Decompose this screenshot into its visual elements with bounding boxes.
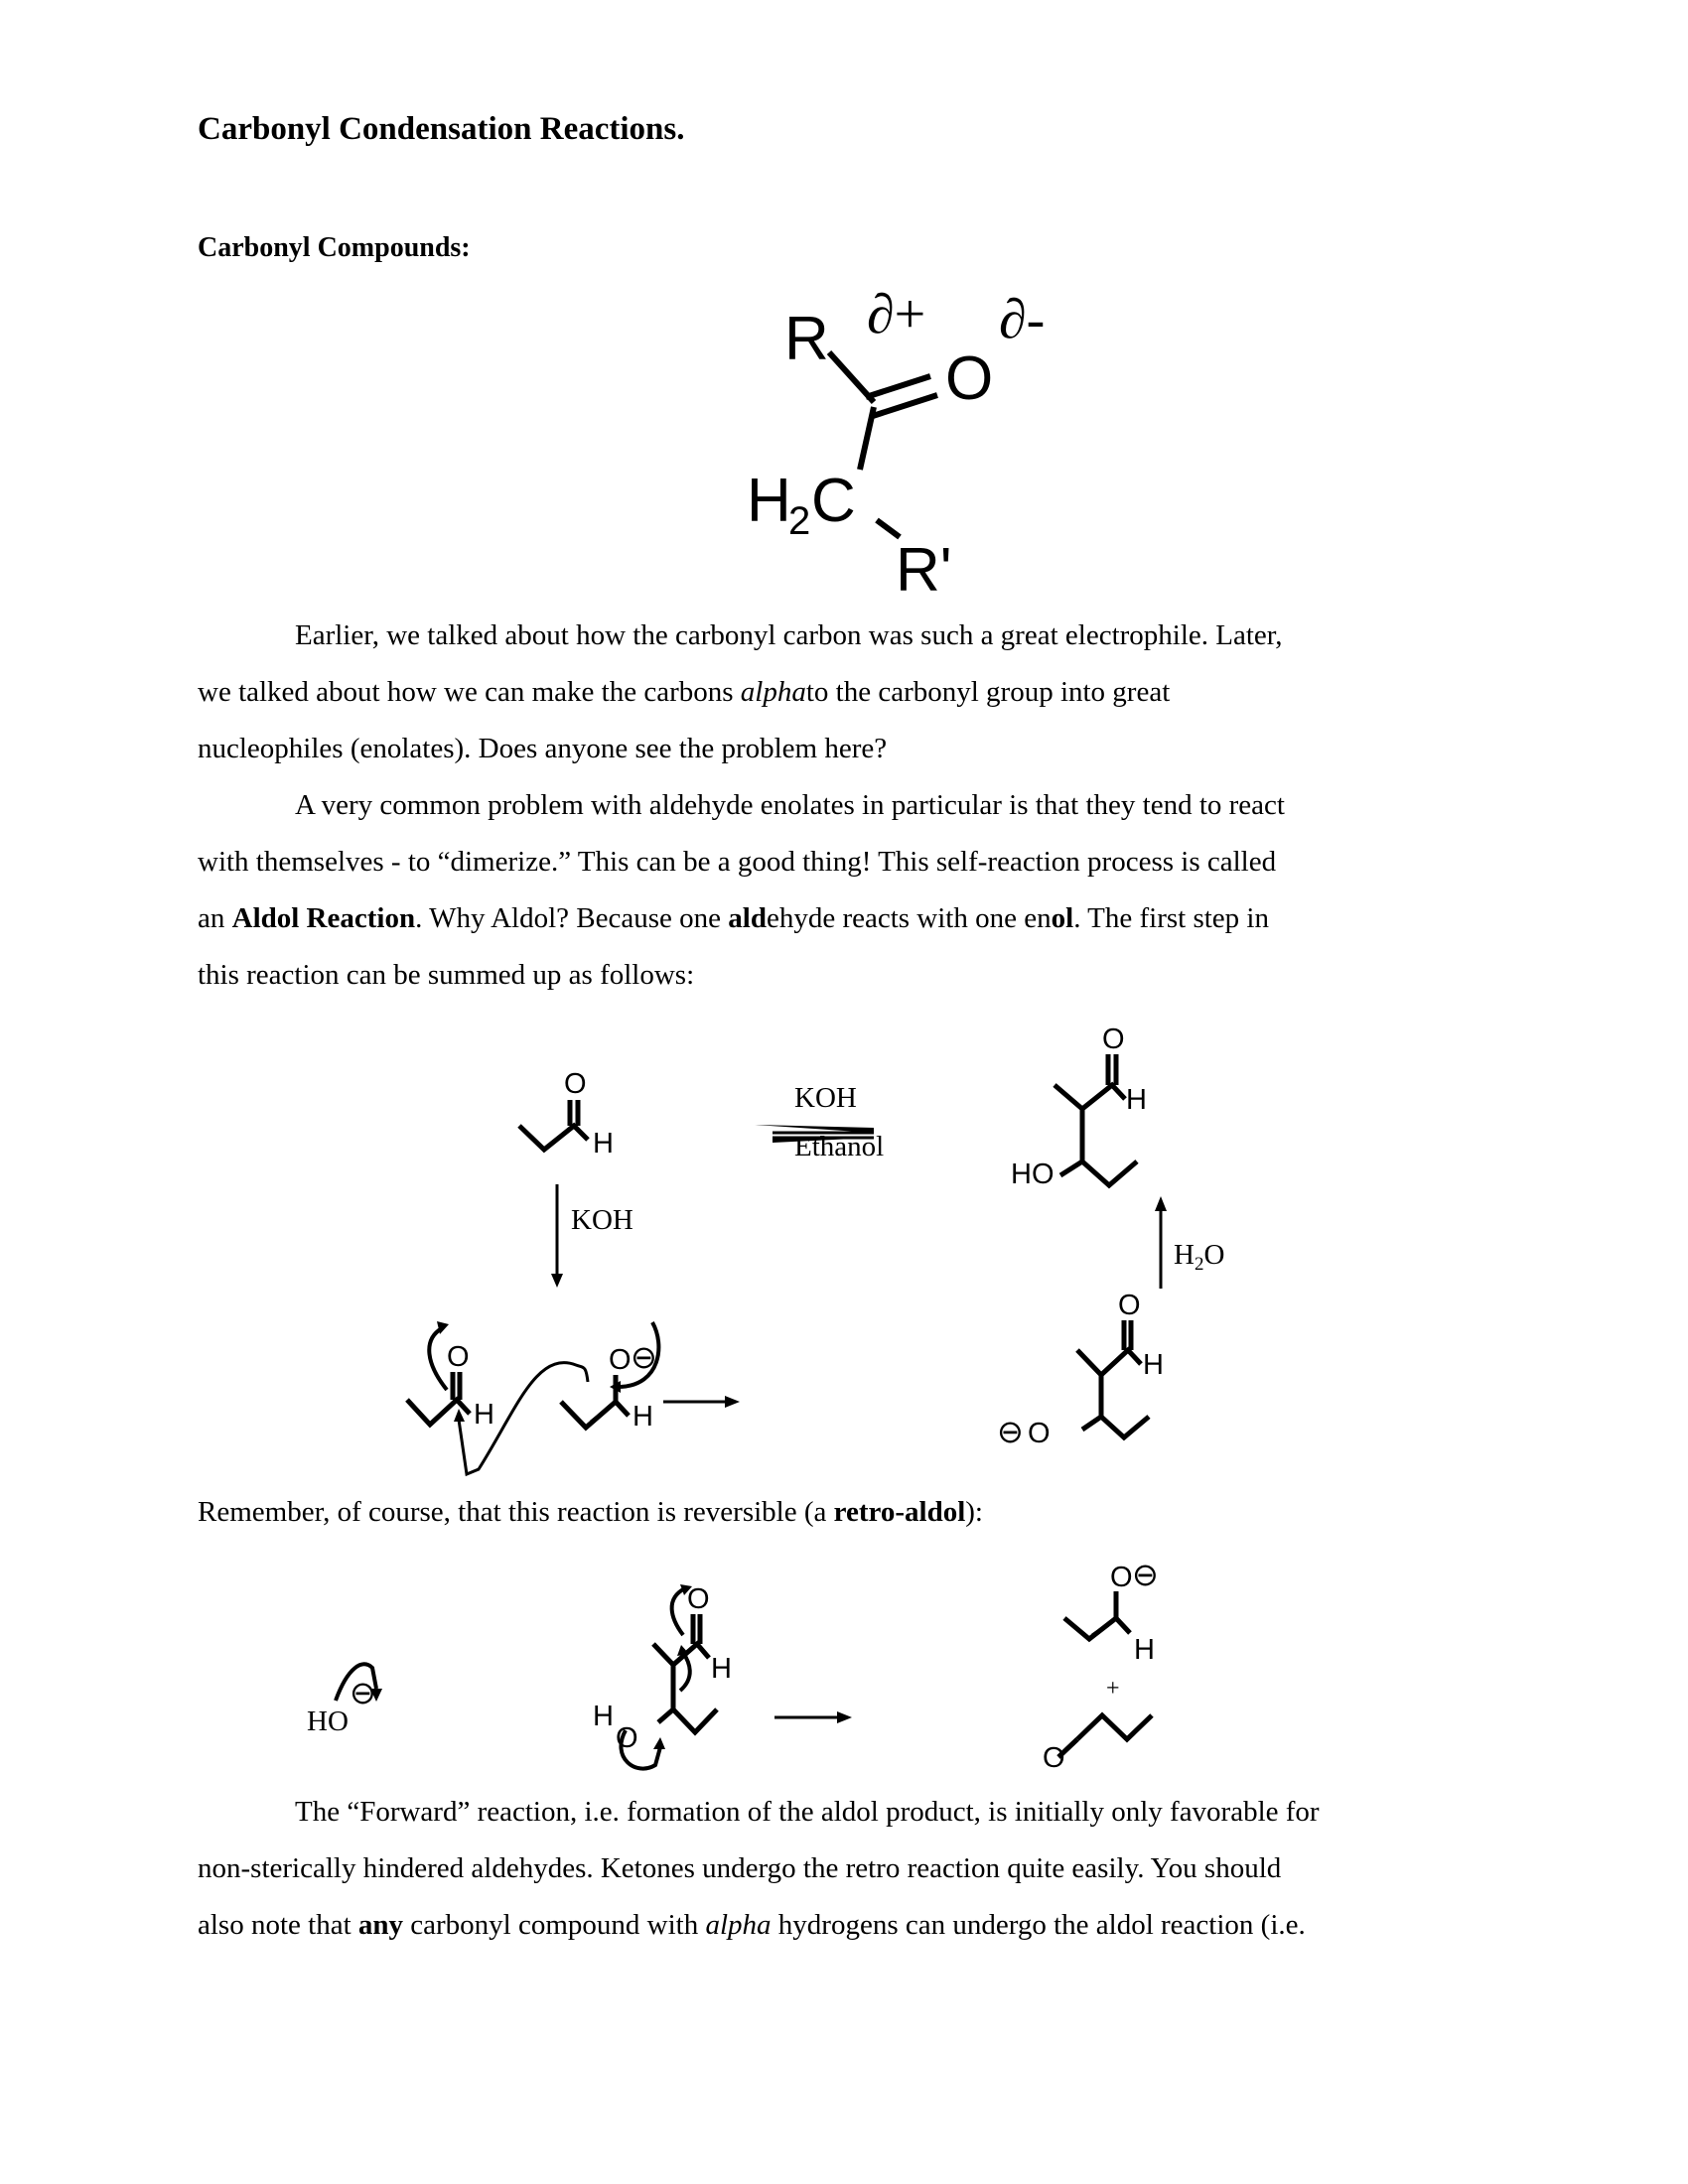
- svg-text:O: O: [1118, 1290, 1141, 1321]
- svg-text:O: O: [447, 1341, 470, 1373]
- paragraph-1-line-3: nucleophiles (enolates). Does anyone see the problem here?: [198, 733, 888, 764]
- svg-text:O: O: [1043, 1742, 1065, 1774]
- reagent-koh-down-label: KOH: [571, 1204, 633, 1236]
- alpha-emphasis: alpha: [740, 676, 806, 708]
- paragraph-4-line-2: non-sterically hindered aldehydes. Ketones undergo the retro reaction quite easily. You should: [198, 1852, 1282, 1884]
- page-title: Carbonyl Condensation Reactions.: [198, 111, 685, 147]
- svg-text:H: H: [711, 1653, 732, 1685]
- svg-text:O: O: [616, 1722, 638, 1754]
- svg-text:H: H: [474, 1399, 494, 1431]
- negative-charge-icon: ⊖: [1132, 1557, 1159, 1592]
- alpha-emphasis: alpha: [705, 1909, 772, 1941]
- negative-charge-icon: ⊖: [997, 1414, 1024, 1449]
- delta-plus-label: ∂+: [867, 284, 926, 345]
- negative-charge-icon: ⊖: [350, 1675, 376, 1710]
- solvent-ethanol-label: Ethanol: [794, 1131, 885, 1162]
- h-label: H: [747, 467, 791, 535]
- paragraph-1-line-1: Earlier, we talked about how the carbonyl carbon was such a great electrophile. Later,: [295, 619, 1283, 651]
- paragraph-1-line-2: we talked about how we can make the carbons alphato the carbonyl group into great: [198, 676, 1171, 708]
- c-label: C: [811, 467, 856, 535]
- paragraph-4-line-1: The “Forward” reaction, i.e. formation of the aldol product, is initially only favorable for: [295, 1796, 1320, 1828]
- hydroxide-label: HO: [307, 1706, 349, 1737]
- r-group-label: R: [784, 305, 829, 373]
- subscript-2: 2: [788, 499, 811, 543]
- svg-text:H: H: [1126, 1084, 1147, 1116]
- plus-sign: +: [1106, 1676, 1120, 1702]
- atom-o: O: [564, 1068, 587, 1100]
- svg-text:H: H: [1134, 1634, 1155, 1666]
- paragraph-2-line-4: this reaction can be summed up as follows:: [198, 959, 695, 991]
- svg-text:O: O: [687, 1583, 710, 1615]
- svg-text:H: H: [1143, 1349, 1164, 1381]
- paragraph-4-line-3: also note that any carbonyl compound with alpha hydrogens can undergo the aldol reaction (i.e.: [198, 1909, 1306, 1941]
- paragraph-2-line-1: A very common problem with aldehyde enolates in particular is that they tend to react: [295, 789, 1285, 821]
- svg-text:O: O: [1028, 1418, 1051, 1449]
- svg-text:H: H: [633, 1401, 653, 1433]
- r-prime-label: R': [896, 536, 952, 605]
- reagent-koh-label: KOH: [794, 1082, 857, 1114]
- paragraph-2-line-2: with themselves - to “dimerize.” This can be a good thing! This self-reaction process is called: [198, 846, 1277, 878]
- paragraph-2-line-3: an Aldol Reaction. Why Aldol? Because one aldehyde reacts with one enol. The first step in: [198, 902, 1269, 934]
- svg-text:O: O: [1110, 1562, 1133, 1593]
- svg-text:O: O: [609, 1344, 632, 1376]
- any-emphasis: any: [357, 1909, 404, 1941]
- reagent-water-label: $H_2O$: [1174, 1239, 1225, 1275]
- negative-charge-icon: ⊖: [631, 1339, 657, 1375]
- oxygen-label: O: [945, 344, 994, 413]
- atom-h: H: [593, 1128, 614, 1160]
- retro-aldol-term: retro-aldol: [833, 1496, 966, 1528]
- svg-text:O: O: [1102, 1024, 1125, 1055]
- hydroxyl-label: HO: [1011, 1159, 1055, 1190]
- aldol-reaction-term: Aldol Reaction: [231, 902, 416, 934]
- delta-minus-label: ∂-: [999, 289, 1046, 350]
- section-heading: Carbonyl Compounds:: [198, 232, 471, 263]
- retro-aldol-intro: Remember, of course, that this reaction is reversible (a retro-aldol):: [198, 1496, 983, 1528]
- svg-text:H: H: [593, 1701, 614, 1732]
